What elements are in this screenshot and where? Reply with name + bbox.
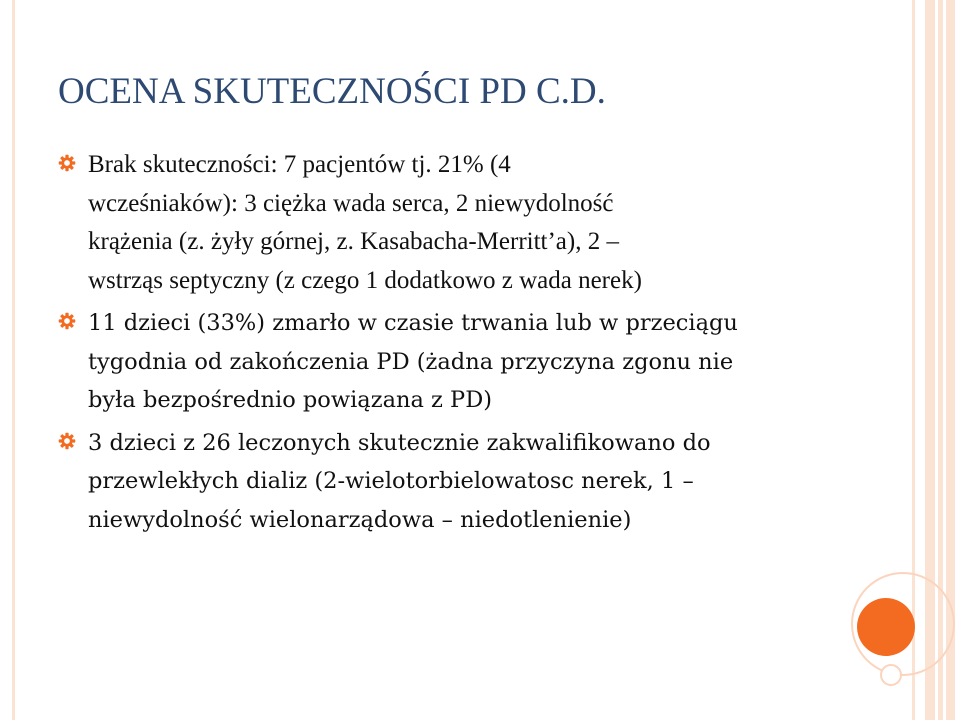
gear-bullet-icon xyxy=(58,154,76,172)
decorative-circle-filled xyxy=(857,598,915,656)
bullet-line: niewydolność wielonarządowa – niedotlenienie) xyxy=(88,506,632,533)
gear-bullet-icon xyxy=(58,312,76,330)
bullet-line: była bezpośrednio powiązana z PD) xyxy=(88,387,493,413)
bullet-line: 11 dzieci (33%) zmarło w czasie trwania lub w przeciągu xyxy=(88,310,738,336)
bullet-line: 3 dzieci z 26 leczonych skutecznie zakwalifikowano do xyxy=(88,429,711,456)
bullet-item xyxy=(58,146,838,300)
bullet-item xyxy=(58,304,838,420)
slide-title: OCENA SKUTECZNOŚCI PD C.D. xyxy=(58,71,606,112)
bullet-line: przewlekłych dializ (2-wielotorbielowatosc nerek, 1 – xyxy=(88,468,694,494)
gear-bullet-icon xyxy=(58,432,76,450)
bullet-line: tygodnia od zakończenia PD (żadna przyczyna zgonu nie xyxy=(88,348,734,375)
bullet-line: krążenia (z. żyły górnej, z. Kasabacha-Merritt’a), 2 – xyxy=(88,228,619,255)
bullet-line: wcześniaków): 3 ciężka wada serca, 2 niewydolność xyxy=(88,189,614,217)
bullet-list xyxy=(58,146,838,539)
decorative-circle-small xyxy=(880,664,902,686)
bullet-line: Brak skuteczności: 7 pacjentów tj. 21% (4 xyxy=(88,151,511,178)
bullet-item xyxy=(58,424,838,540)
left-decorative-stripe xyxy=(12,0,15,720)
bullet-line: wstrząs septyczny (z czego 1 dodatkowo z wada nerek) xyxy=(88,266,642,294)
